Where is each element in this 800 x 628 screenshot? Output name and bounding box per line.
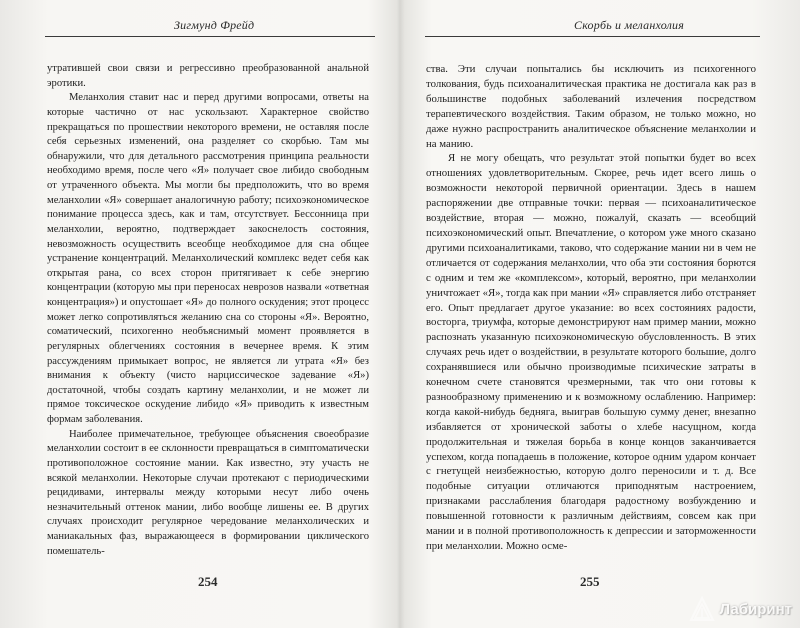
right-running-head: Скорбь и меланхолия: [574, 18, 685, 32]
right-page-number: 255: [580, 574, 600, 589]
watermark: [689, 596, 792, 622]
right-header-rule: [425, 36, 760, 37]
left-page-number: 254: [198, 574, 218, 589]
right-paragraph-1: ства. Эти случаи попытались бы исключить из психогенного толкования, будь психоаналитическая практика не достигала как раз в большинстве подобных заболеваний излечения посредством терапевтического воздействия. Таким образом, не только можно, но даже нужно распространить аналитическое объяснение меланхолии и на манию.: [426, 63, 756, 150]
left-header-rule: [45, 36, 375, 37]
left-paragraph-2: Меланхолия ставит нас и перед другими вопросами, ответы на которые частично от нас ускользают. Характерное свойство прекращаться по прошествии некоторого времени, не оставляя после себя серьезных изменений, она разделяет со скорбью. Там мы обнаружили, что для детального рассмотрения принципа реальности необходимо время, после чего «Я» получает свое либидо свободным от утраченного объекта. Мы могли бы предположить, что во время меланхолии «Я» совершает аналогичную работу; психоэкономическое понимание процесса здесь, как и там, отсутствует. Бессонница при меланхолии, вероятно, подтверждает закоснелость состояния, невозможность осуществить всеобще необходимое для сна общее устранение концентраций. Меланхолический комплекс ведет себя как открытая рана, со всех сторон притягивает к себе энергию концентрации (которую мы при переносах неврозов назвали «ответная концентрация») и опустошает «Я» до полного оскудения; этот процесс может легко сопротивляться желанию сна со стороны «Я». Вероятно, соматический, психогенно необъяснимый момент проявляется в регулярных облегчениях состояния в вечернее время. К этим рассуждениям примыкает вопрос, не является ли утрата «Я» без внимания к объекту (чисто нарциссическое задевание «Я») достаточной, чтобы создать картину меланхолии, и не может ли прямое токсическое оскудение либидо «Я» приводить к известным формам заболевания.: [47, 92, 369, 425]
right-page-text: [426, 62, 756, 554]
watermark-text: Лабиринт: [719, 600, 792, 618]
left-running-head: Зигмунд Фрейд: [174, 18, 255, 32]
labyrinth-logo-icon: [689, 596, 715, 622]
right-paragraph-2: Я не могу обещать, что результат этой попытки будет во всех отношениях удовлетворительным. Скорее, речь идет всего лишь о возможности некоторой первичной ориентации. Здесь в нашем распоряжении две отправные точки: первая — психоаналитическое воздействие, вторая — можно, пожалуй, сказать — всеобщий психоэкономический опыт. Впечатление, о котором уже много сказано другими психоаналитиками, таково, что содержание мании ни в чем не отличается от содержания меланхолии, что оба эти состояния борются с одним и тем же «комплексом», который, вероятно, при меланхолии уничтожает «Я», тогда как при мании «Я» справляется либо отстраняет его. Опыт предлагает другое указание: во всех состояниях радости, восторга, триумфа, которые демонстрируют нам пример мании, можно распознать указанную психоэкономическую обусловленность. В этих случаях речь идет о воздействии, в результате которого большие, долго сохранявшиеся или обычно производимые психические затраты в конечном счете становятся чрезмерными, так что они готовы к разнообразному применению и к возможному ослаблению. Например: когда какой-нибудь бедняга, выиграв большую сумму денег, внезапно избавляется от хронической заботы о хлебе насущном, когда продолжительная и тяжелая борьба в конце концов заканчивается успехом, когда попадаешь в положение, которое одним ударом кончает с гнетущей неизбежностью, которую долго переносили и т. д. Все подобные ситуации отличаются приподнятым настроением, признаками расслабления благодаря радостному возбуждению и повышенной готовности к различным действиям, совсем как при мании и в полной противоположность к депрессии и заторможенности при меланхолии. Можно осме-: [426, 152, 756, 552]
left-page-text: [47, 62, 369, 559]
left-paragraph-3: Наиболее примечательное, требующее объяснения своеобразие меланхолии состоит в ее склонности превращаться в симптоматически противоположное состояние мании. Как известно, эту участь не всякой меланхолии. Некоторые случаи протекают с периодическими рецидивами, интервалы между которыми несут либо очень незначительный оттенок мании, либо вообще лишены ее. В других случаях происходит регулярное чередование меланхолических и маниакальных фаз, выражающееся в формировании циклического помешатель-: [47, 428, 369, 557]
left-paragraph-1: утратившей свои связи и регрессивно преобразованной анальной эротики.: [47, 63, 369, 89]
right-page: [400, 0, 800, 628]
